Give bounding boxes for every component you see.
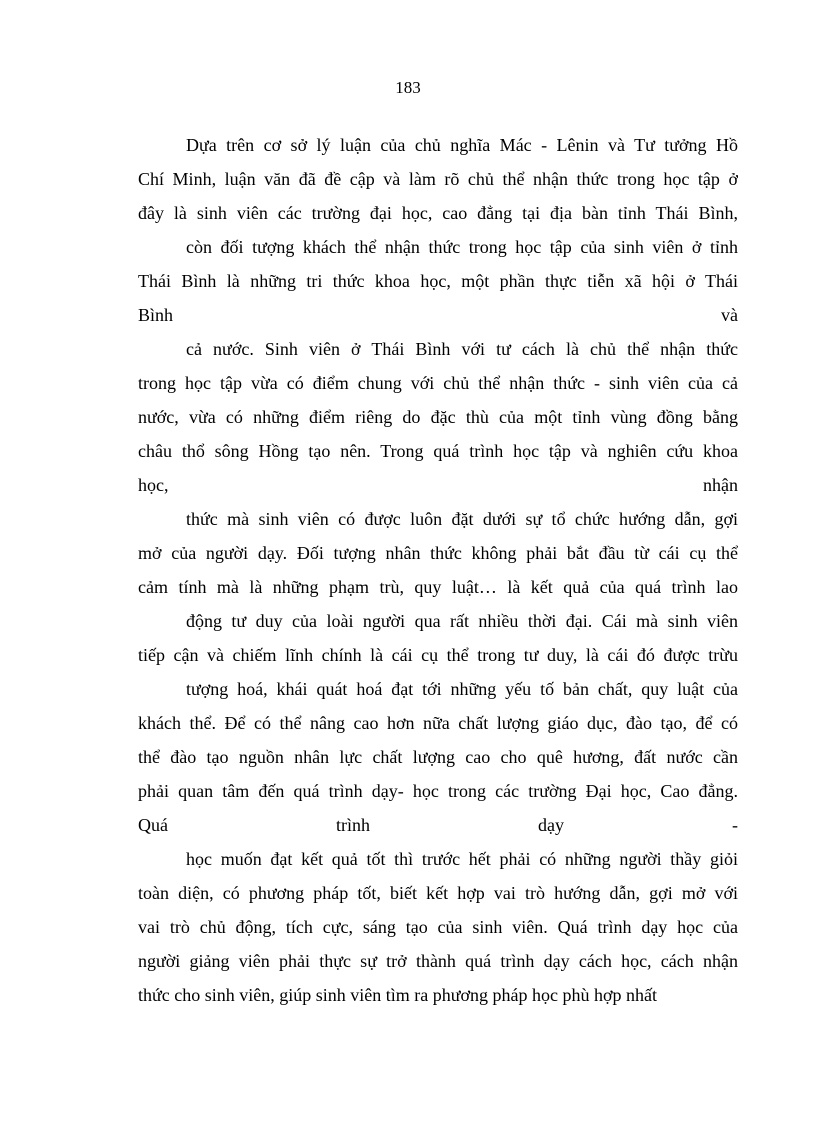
text-line: mở của người dạy. Đối tượng nhân thức không phải bắt đầu từ cái cụ thể <box>138 543 738 563</box>
text-line: trong học tập vừa có điểm chung với chủ thể nhận thức - sinh viên của cả <box>138 373 738 393</box>
text-line: còn đối tượng khách thể nhận thức trong học tập của sinh viên ở tỉnh <box>186 237 738 257</box>
text-line: Chí Minh, luận văn đã đề cập và làm rõ chủ thể nhận thức trong học tập ở <box>138 169 738 189</box>
text-line: vai trò chủ động, tích cực, sáng tạo của sinh viên. Quá trình dạy học của <box>138 917 738 937</box>
page-number: 183 <box>395 78 421 97</box>
text-line: khách thể. Để có thể nâng cao hơn nữa chất lượng giáo dục, đào tạo, để có <box>138 713 738 733</box>
text-line: châu thổ sông Hồng tạo nên. Trong quá trình học tập và nghiên cứu khoa <box>138 441 738 461</box>
text-line: thức cho sinh viên, giúp sinh viên tìm ra phương pháp học phù hợp nhất <box>138 985 657 1005</box>
text-line: tượng hoá, khái quát hoá đạt tới những yếu tố bản chất, quy luật của <box>186 679 738 699</box>
text-line: người giảng viên phải thực sự trở thành quá trình dạy cách học, cách nhận <box>138 951 738 971</box>
text-line: thể đào tạo nguồn nhân lực chất lượng cao cho quê hương, đất nước cần <box>138 747 738 767</box>
text-line: thức mà sinh viên có được luôn đặt dưới sự tổ chức hướng dẫn, gợi <box>186 509 738 529</box>
text-line: nước, vừa có những điểm riêng do đặc thù của một tỉnh vùng đồng bằng <box>138 407 738 427</box>
text-line: phải quan tâm đến quá trình dạy- học trong các trường Đại học, Cao đẳng. <box>138 781 738 801</box>
text-line: Quá trình dạy - <box>138 815 738 835</box>
text-line: toàn diện, có phương pháp tốt, biết kết hợp vai trò hướng dẫn, gợi mở với <box>138 883 738 903</box>
text-line: Bình và <box>138 305 738 325</box>
text-line: học, nhận <box>138 475 738 495</box>
text-line: đây là sinh viên các trường đại học, cao đẳng tại địa bàn tỉnh Thái Bình, <box>138 203 738 223</box>
text-line: Dựa trên cơ sở lý luận của chủ nghĩa Mác - Lênin và Tư tưởng Hồ <box>186 135 738 155</box>
text-line: cả nước. Sinh viên ở Thái Bình với tư cách là chủ thể nhận thức <box>186 339 738 359</box>
text-line: Thái Bình là những tri thức khoa học, một phần thực tiễn xã hội ở Thái <box>138 271 738 291</box>
text-line: tiếp cận và chiếm lĩnh chính là cái cụ thể trong tư duy, là cái đó được trừu <box>138 645 738 665</box>
text-line: động tư duy của loài người qua rất nhiều thời đại. Cái mà sinh viên <box>186 611 738 631</box>
text-line: học muốn đạt kết quả tốt thì trước hết phải có những người thầy giỏi <box>186 849 738 869</box>
text-line: cảm tính mà là những phạm trù, quy luật… là kết quả của quá trình lao <box>138 577 738 597</box>
body-text <box>138 128 738 1012</box>
